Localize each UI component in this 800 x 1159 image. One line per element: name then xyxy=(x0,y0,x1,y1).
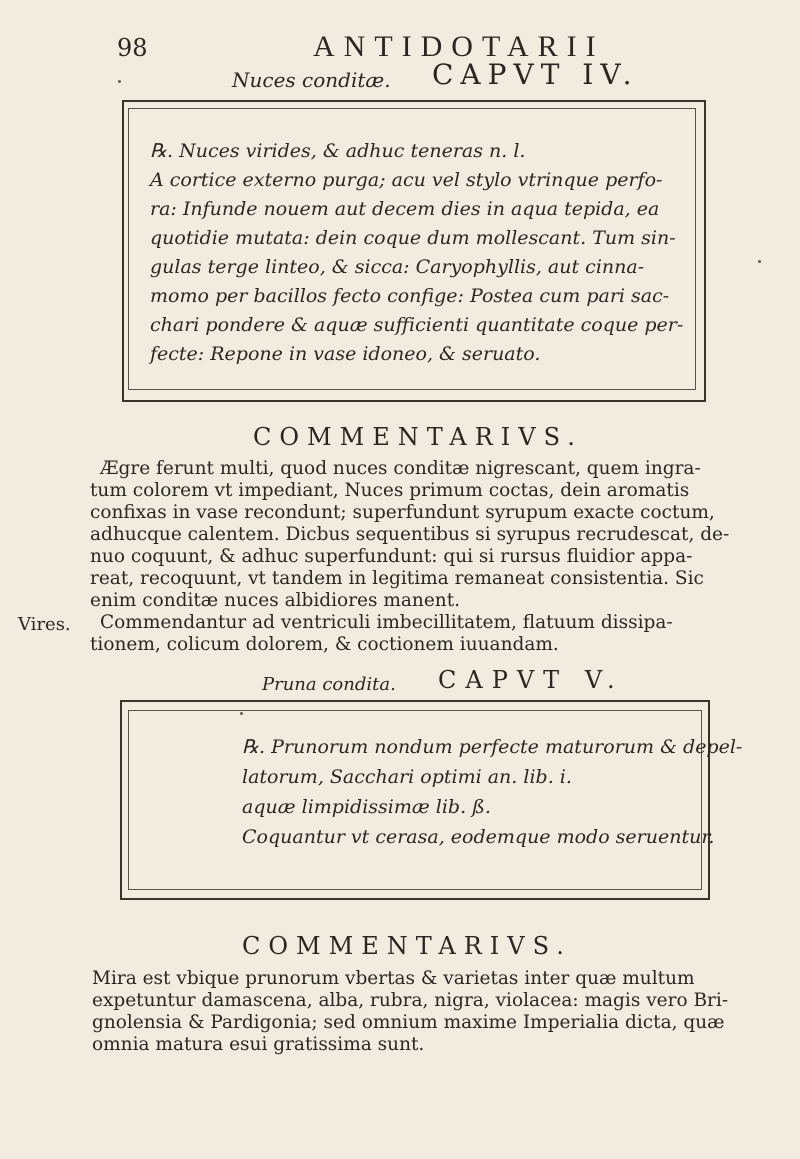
commentary-line: gnolensia & Pardigonia; sed omnium maxime Imperialia dicta, quæ xyxy=(92,1012,725,1033)
recipe-line: chari pondere & aquæ sufficienti quantitate coque per- xyxy=(150,314,684,336)
margin-note: Vires. xyxy=(18,614,71,635)
ink-speck xyxy=(758,260,761,263)
ink-speck xyxy=(240,712,243,715)
commentary-line: nuo coquunt, & adhuc superfundunt: qui si rursus fluidior appa- xyxy=(90,546,693,567)
commentary-line: tionem, colicum dolorem, & coctionem iuuandam. xyxy=(90,634,559,655)
recipe-line: A cortice externo purga; acu vel stylo vtrinque perfo- xyxy=(150,169,663,191)
ink-speck xyxy=(118,80,121,83)
recipe-line: latorum, Sacchari optimi an. lib. i. xyxy=(242,766,572,788)
commentary-line: adhucque calentem. Dicbus sequentibus si syrupus recrudescat, de- xyxy=(90,524,730,545)
chapter-number: CAPVT IV. xyxy=(432,58,639,91)
commentary-line: omnia matura esui gratissima sunt. xyxy=(92,1034,425,1055)
commentary-line: reat, recoquunt, vt tandem in legitima remaneat consistentia. Sic xyxy=(90,568,704,589)
recipe-line: ra: Infunde nouem aut decem dies in aqua tepida, ea xyxy=(150,198,660,220)
recipe-line: fecte: Repone in vase idoneo, & seruato. xyxy=(150,343,541,365)
commentary-line: confixas in vase recondunt; superfundunt syrupum exacte coctum, xyxy=(90,502,715,523)
commentary-line: Ægre ferunt multi, quod nuces conditæ nigrescant, quem ingra- xyxy=(100,458,701,479)
chapter-subtitle-2: Pruna condita. xyxy=(262,674,396,695)
chapter-number-2: CAPVT V. xyxy=(438,666,624,694)
recipe-line: gulas terge linteo, & sicca: Caryophyllis, aut cinna- xyxy=(150,256,645,278)
recipe-line: ℞. Nuces virides, & adhuc teneras n. l. xyxy=(150,140,526,162)
chapter-subtitle: Nuces conditæ. xyxy=(232,68,391,92)
running-title: ANTIDOTARII xyxy=(313,30,605,63)
recipe-line: aquæ limpidissimæ lib. ß. xyxy=(242,796,491,818)
chapter-heading xyxy=(232,58,712,94)
commentary-line: tum colorem vt impediant, Nuces primum coctas, dein aromatis xyxy=(90,480,690,501)
commentary-line: expetuntur damascena, alba, rubra, nigra, violacea: magis vero Bri- xyxy=(92,990,729,1011)
commentary-line: enim conditæ nuces albidiores manent. xyxy=(90,590,461,611)
recipe-line: quotidie mutata: dein coque dum mollescant. Tum sin- xyxy=(150,227,676,249)
recipe-line: ℞. Prunorum nondum perfecte maturorum & depel- xyxy=(242,736,743,758)
commentary-line: Commendantur ad ventriculi imbecillitatem, flatuum dissipa- xyxy=(100,612,673,633)
recipe-line: Coquantur vt cerasa, eodemque modo seruentur. xyxy=(242,826,715,848)
page-number: 98 xyxy=(117,34,148,62)
recipe-line: momo per bacillos fecto confige: Postea cum pari sac- xyxy=(150,285,670,307)
commentary-line: Mira est vbique prunorum vbertas & varietas inter quæ multum xyxy=(92,968,695,989)
commentary-title: COMMENTARIVS. xyxy=(253,423,583,451)
commentary-title-2: COMMENTARIVS. xyxy=(242,932,572,960)
